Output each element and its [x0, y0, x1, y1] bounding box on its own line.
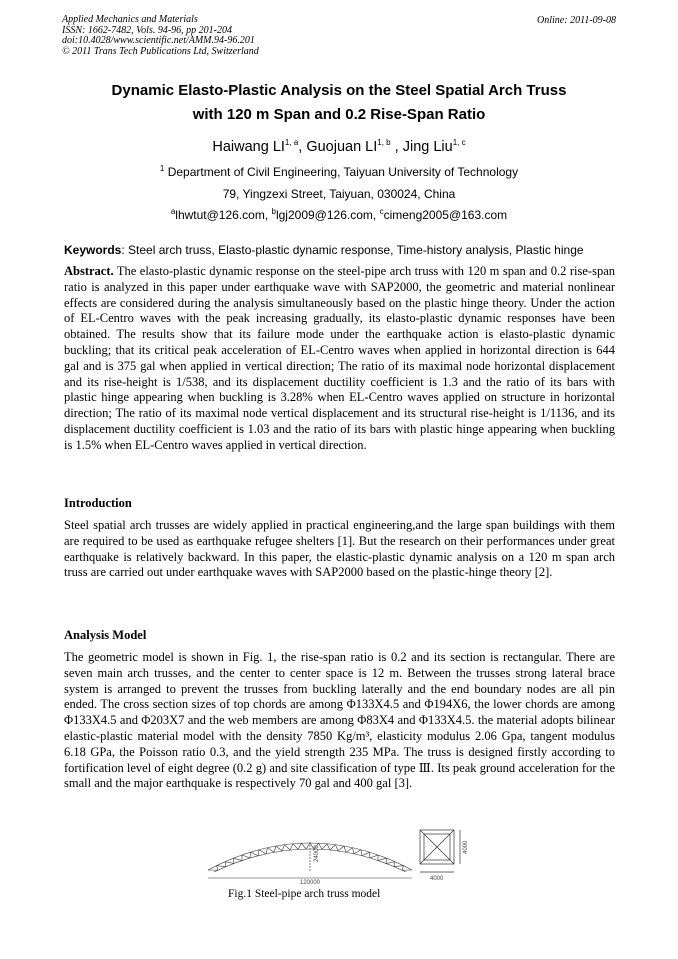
web-member [362, 852, 370, 856]
email-sup: c [379, 207, 384, 216]
web-member [274, 846, 276, 852]
author-name: Haiwang LI [212, 139, 285, 155]
web-member [327, 844, 330, 850]
author-sup: 1, b [377, 138, 391, 148]
arch-top-chord [208, 843, 412, 870]
section-height-label: 4000 [463, 840, 469, 854]
web-member [344, 846, 346, 852]
web-member [386, 862, 395, 864]
web-member [285, 845, 291, 850]
arch-truss-drawing [208, 842, 412, 878]
online-date: Online: 2011-09-08 [537, 15, 616, 26]
web-member [293, 844, 298, 850]
analysis-model-text: The geometric model is shown in Fig. 1, the rise-span ratio is 0.2 and its section is rectangular. There are seven main arch trusses, and the center to center space is 12 m. Between the trusses strong lateral brace system is arranged to prevent the trusses from buckling laterally and the end boundary nodes are all pin ended. The cross section sizes of top chords are among Φ133X4.5 and Φ194X6, the lower chords are among Φ133X4.5 and Φ203X7 and the web members are among Φ83X4 and Φ133X4.5. the material adopts bilinear elastic-plastic material model with the density 7850 Kg/m³, elasticity modulus 2.06 Gpa, tangent modulus 6.18 GPa, the Poisson ratio 0.3, and the yield strength 235 MPa. The truss is designed firstly according to fortification level of eight degree (0.2 g) and site classification of type Ⅲ. Its peak ground acceleration for the small and the major earthquake is respectively 70 gal and 400 gal [3]. [64, 650, 615, 791]
affiliation-line-1 [60, 165, 618, 179]
email-address: lhwtut@126.com [175, 208, 265, 222]
web-member [266, 848, 268, 854]
author-sup: 1, a [284, 138, 299, 148]
web-member [268, 848, 275, 853]
arch-truss-figure [200, 822, 420, 884]
web-member [217, 866, 227, 867]
email-sup: a [170, 207, 176, 216]
email-address: cimeng2005@163.com [383, 208, 508, 222]
journal-name: Applied Mechanics and Materials [62, 14, 198, 25]
abstract-text: The elasto-plastic dynamic response on the steel-pipe arch truss with 120 m span and 0.2 rise-span ratio is analyzed in this paper under earthquake wave with SAP2000, the geometric and material nonlinear effects are considered during the analysis simultaneously based on the plastic hinge theory. Under the action of EL-Centro waves with the peak increasing gradually, its elasto-plastic dynamic responses have been obtained. The results show that its failure mode under the earthquake action is elasto-plastic dynamic buckling; that its critical peak acceleration of EL-Centro waves when applied in horizontal direction is 644 gal and is 375 gal when applied in vertical direction; The ratio of its maximal node horizontal displacement and its rise-height is 1/538, and its displacement ductility coefficient is 1.3 and the ratio of its bars with plastic hinge appearing when buckling is 3.28% when EL-Centro waves applied on structure in horizontal direction; The ratio of its maximal node vertical displacement and its structural rise-height is 1/1136, and its displacement ductility coefficient is 1.03 and the ratio of its bars with plastic hinge appearing when buckling is 1.5% when EL-Centro waves applied in vertical direction. [64, 264, 615, 452]
paper-title-line-1: Dynamic Elasto-Plastic Analysis on the Steel Spatial Arch Truss [111, 82, 567, 99]
section-heading-analysis-model: Analysis Model [64, 628, 147, 642]
author-list [60, 139, 618, 155]
copyright-line: © 2011 Trans Tech Publications Ltd, Switzerland [62, 45, 259, 57]
web-member [354, 850, 361, 854]
web-member [346, 848, 353, 853]
issn-line: ISSN: 1662-7482, Vols. 94-96, pp 201-204 [62, 24, 232, 36]
web-member [402, 866, 404, 870]
abstract [64, 264, 615, 454]
keywords-label: Keywords [64, 243, 122, 257]
figure-caption: Fig.1 Steel-pipe arch truss model [228, 888, 381, 900]
web-member [370, 852, 371, 858]
email-sup: b [271, 207, 276, 216]
email-line: $^a$lhwtut@126.com, $^b$lgj2009@126.com, $^c$cimeng2005@163.com [170, 207, 508, 222]
web-member [353, 848, 355, 854]
web-member [250, 852, 251, 858]
author-separator: , [298, 139, 307, 155]
web-member [394, 866, 404, 867]
web-member [276, 846, 282, 851]
author-separator: , [390, 139, 403, 155]
web-member [282, 845, 285, 851]
affiliation-line-2: 79, Yingzexi Street, Taiyuan, 030024, China [222, 187, 456, 201]
web-member [378, 858, 387, 860]
web-member [394, 862, 395, 867]
author-sup: 1, c [452, 138, 466, 148]
web-member [386, 858, 387, 863]
author-name: Jing Liu [402, 139, 453, 155]
web-member [290, 844, 293, 850]
email-address: lgj2009@126.com [275, 208, 373, 222]
web-member [258, 850, 259, 856]
web-member [234, 858, 243, 860]
web-member [225, 862, 234, 864]
paper-title-line-2: with 120 m Span and 0.2 Rise-Span Ratio [192, 106, 486, 123]
section-width-label: 4000 [430, 876, 444, 882]
journal-header [62, 15, 259, 57]
web-member [361, 850, 362, 856]
author-name: Guojuan LI [306, 139, 378, 155]
web-member [330, 845, 336, 850]
truss-section-figure [410, 822, 470, 884]
web-member [259, 850, 266, 854]
web-member [338, 846, 344, 851]
affiliation-sup: 1 [159, 164, 165, 173]
web-member [370, 855, 378, 858]
rise-label: 24000 [314, 845, 320, 862]
web-member [251, 852, 259, 856]
web-member [217, 866, 219, 870]
section-heading-introduction: Introduction [64, 496, 132, 510]
web-member [336, 845, 339, 851]
affiliation-text: Department of Civil Engineering, Taiyuan University of Technology [167, 165, 519, 179]
keywords [64, 243, 624, 257]
web-member [225, 862, 226, 867]
keywords-text: : Steel arch truss, Elasto-plastic dynamic response, Time-history analysis, Plastic hinge [121, 243, 584, 257]
web-member [242, 855, 250, 858]
web-member [322, 844, 327, 850]
doi-line: doi:10.4028/www.scientific.net/AMM.94-96.201 [62, 35, 255, 46]
span-label: 120000 [300, 880, 321, 884]
web-member [234, 858, 235, 863]
web-member [306, 843, 310, 849]
abstract-label: Abstract. [64, 264, 114, 278]
introduction-text: Steel spatial arch trusses are widely applied in practical engineering,and the large span buildings with them are required to be used as earthquake refugee shelters [1]. But the research on their performances under great earthquake is relatively backward. In this paper, the elastic-plastic dynamic analysis on a 120 m span arch truss are carried out under earthquake waves with SAP2000 based on the plastic-hinge theory [2]. [64, 518, 615, 580]
web-member [302, 843, 307, 849]
web-member [298, 843, 302, 849]
